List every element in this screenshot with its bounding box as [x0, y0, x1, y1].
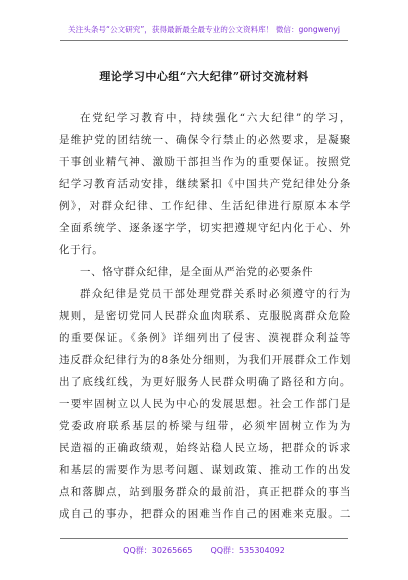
- qq-group-2: QQ群：535304092: [210, 546, 285, 555]
- body-line: 纪学习教育活动安排，继续紧扣《中国共产党纪律处分条: [59, 178, 351, 190]
- document-title: 理论学习中心组“六大纪律”研讨交流材料: [99, 70, 309, 83]
- body-line: 点和落脚点，站到服务群众的最前沿，真正把群众的事当: [59, 486, 351, 498]
- body-line: 干事创业精气神、激励干部担当作为的重要保证。按照党: [59, 156, 351, 168]
- footer-contacts: [0, 545, 408, 556]
- body-line: 民造福的正确政绩观，始终站稳人民立场，把群众的诉求: [59, 442, 351, 454]
- qq-group-1: QQ群：30265665: [123, 546, 193, 555]
- section-heading: 一、恪守群众纪律，是全面从严治党的必要条件: [80, 266, 314, 278]
- body-line: 群众纪律是党员干部处理党群关系时必须遵守的行为: [80, 288, 351, 300]
- body-line: 规则，是密切党同人民群众血肉联系、克服脱离群众危险: [59, 310, 351, 322]
- body-line: 党委政府联系基层的桥梁与纽带，必须牢固树立作为为: [59, 420, 351, 432]
- body-line: 出了底线红线，为更好服务人民群众明确了路径和方向。: [59, 376, 351, 388]
- header-notice: 关注头条号“公文研究”，获得最新最全最专业的公文资料库！ 微信：gongwenyj: [68, 25, 340, 34]
- document-body: [59, 107, 351, 525]
- header-divider: [60, 40, 348, 41]
- body-line: 违反群众纪律行为的8条处分细则，为我们开展群众工作划: [59, 354, 351, 366]
- body-line: 和基层的需要作为思考问题、谋划政策、推动工作的出发: [59, 464, 351, 476]
- footer-divider: [60, 538, 348, 539]
- body-line: 化于行。: [59, 244, 104, 256]
- body-line: 全面系统学、逐条逐字学，切实把遵规守纪内化于心、外: [59, 222, 351, 234]
- body-line: 在党纪学习教育中，持续强化“六大纪律”的学习，: [80, 112, 351, 124]
- body-line: 是维护党的团结统一、确保令行禁止的必然要求，是凝聚: [59, 134, 351, 146]
- body-line: 成自己的事办，把群众的困难当作自己的困难来克服。二: [59, 508, 351, 520]
- body-line: 一要牢固树立以人民为中心的发展思想。社会工作部门是: [59, 398, 351, 410]
- body-line: 的重要保证。《条例》详细列出了侵害、漠视群众利益等: [59, 332, 351, 344]
- body-line: 例》，对群众纪律、工作纪律、生活纪律进行原原本本学: [59, 200, 351, 212]
